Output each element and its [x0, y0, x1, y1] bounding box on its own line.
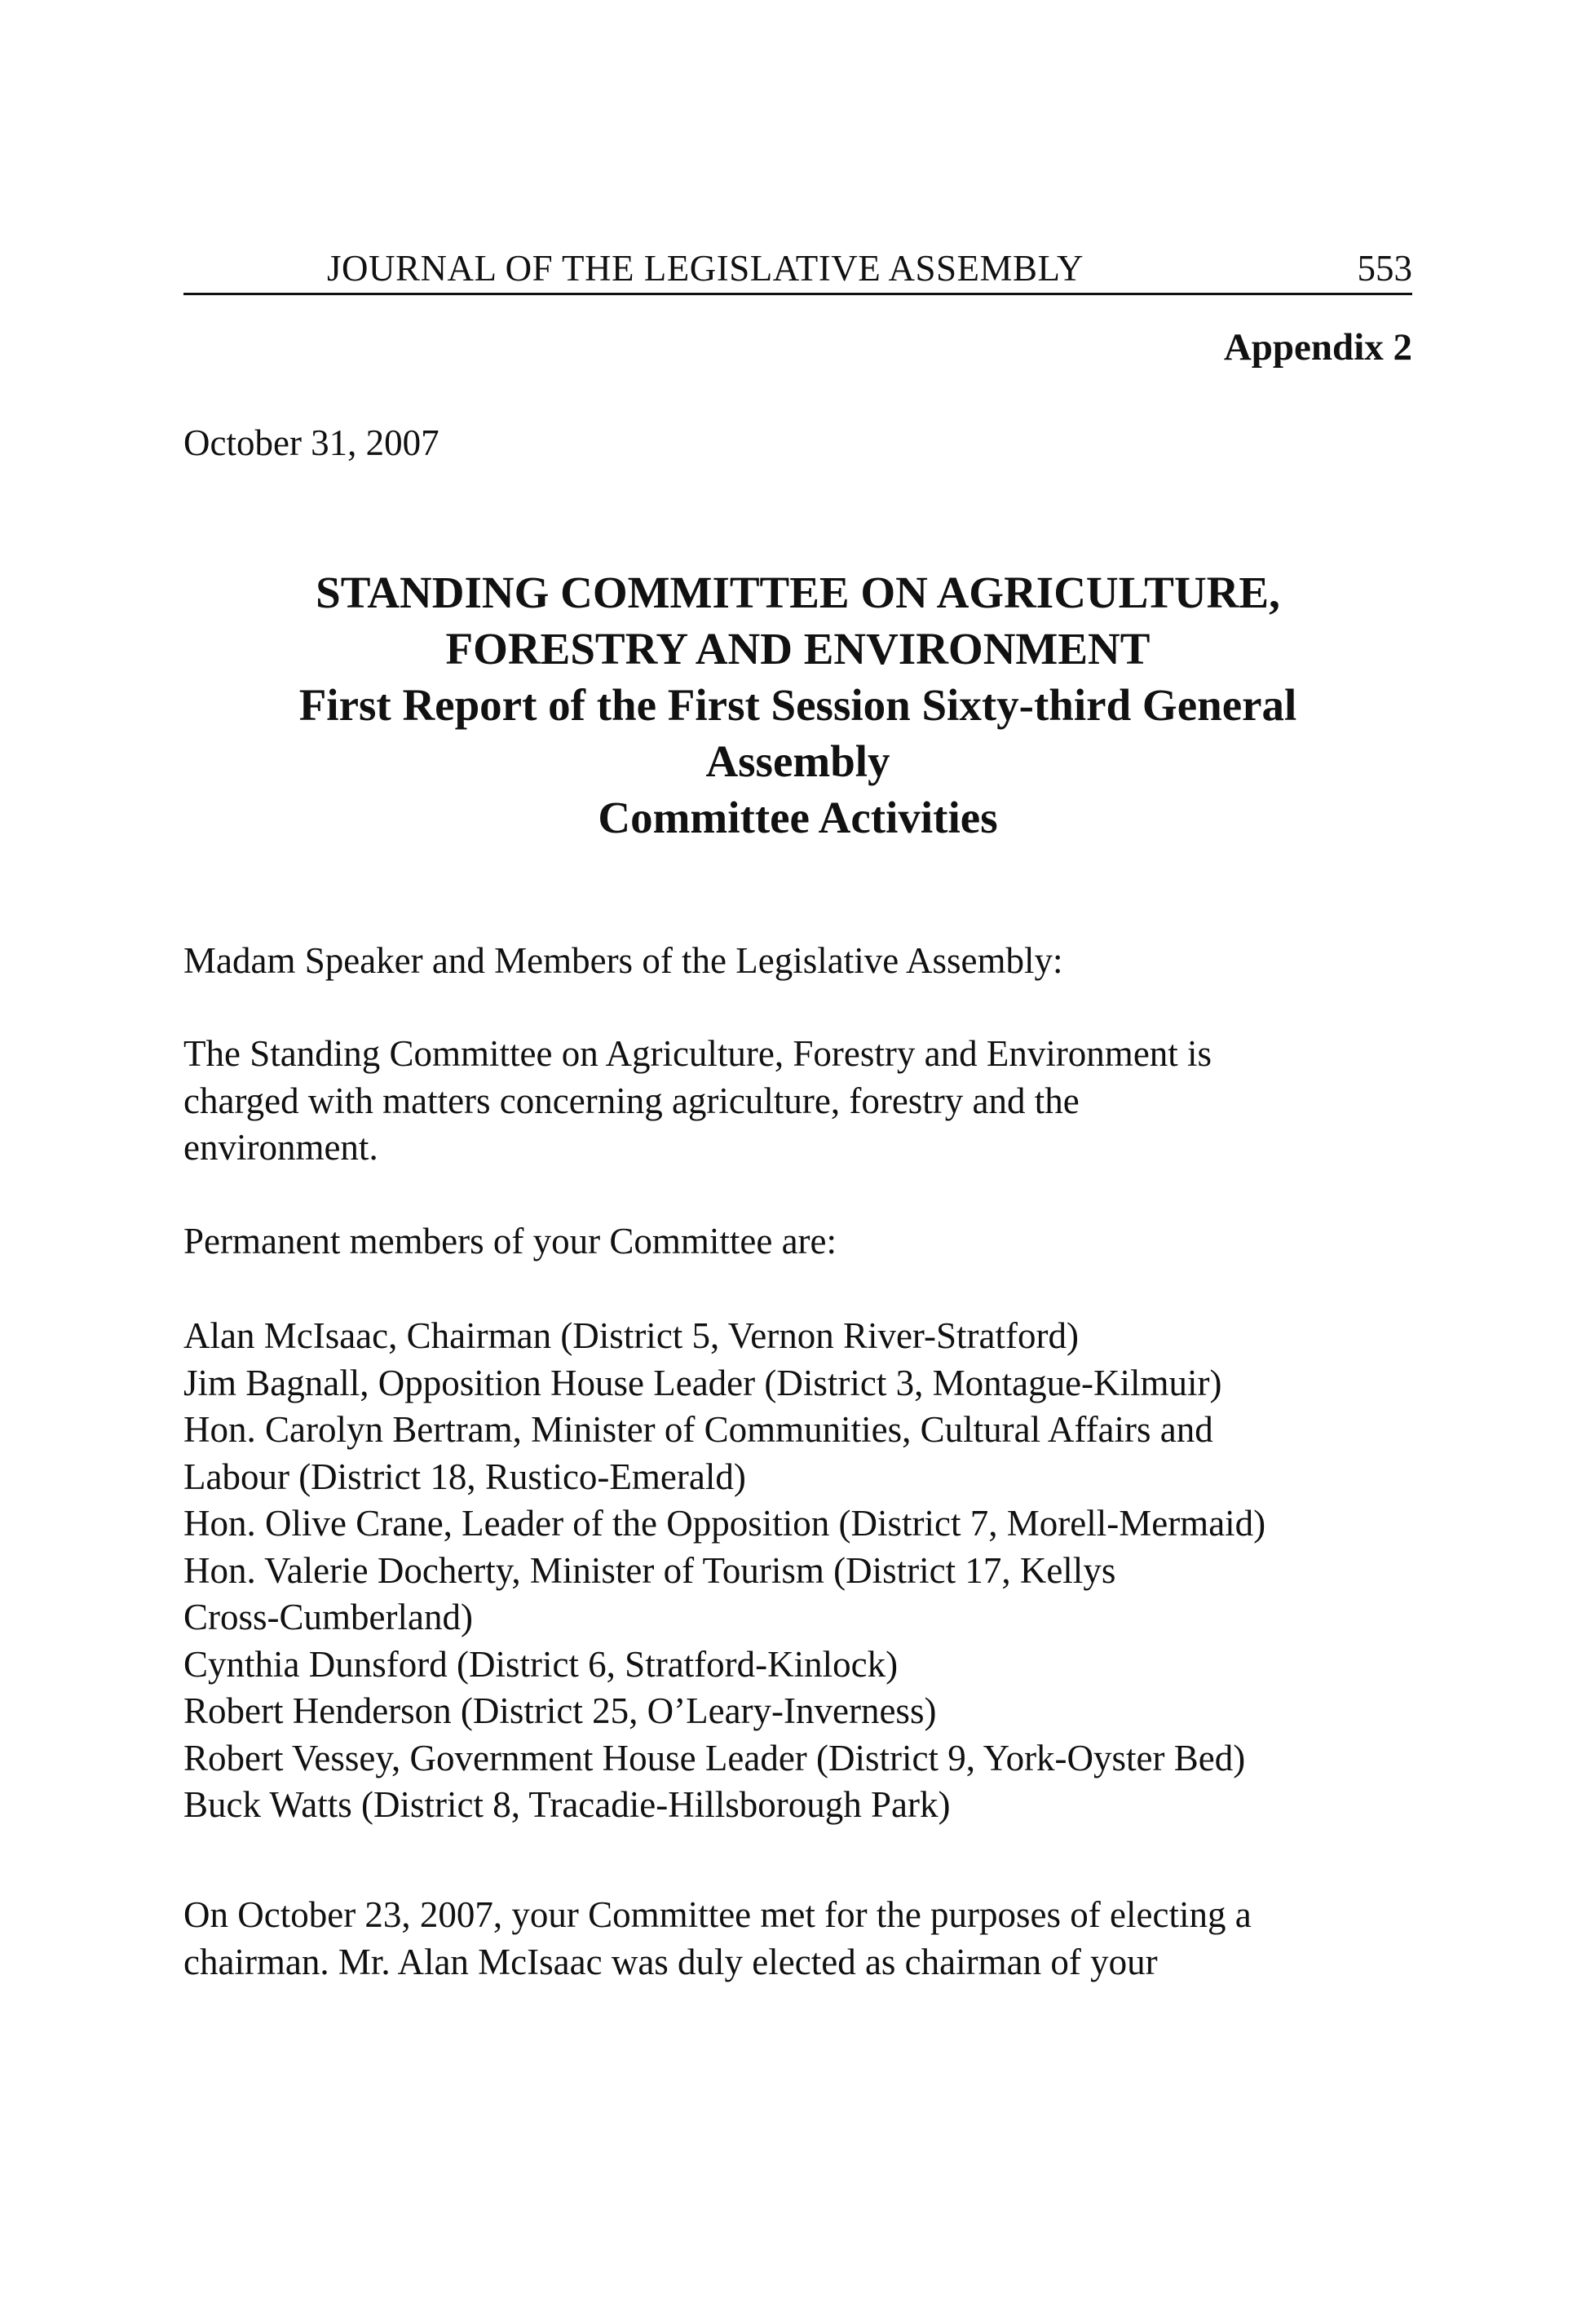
- member-line: Hon. Olive Crane, Leader of the Opposition (District 7, Morell-Mermaid): [183, 1503, 1266, 1544]
- running-title: JOURNAL OF THE LEGISLATIVE ASSEMBLY: [326, 248, 1084, 289]
- title-line: Assembly: [705, 736, 890, 786]
- text-line: Madam Speaker and Members of the Legislative Assembly:: [183, 940, 1063, 981]
- text-line: Permanent members of your Committee are:: [183, 1221, 837, 1261]
- report-title: [183, 564, 1412, 846]
- text-line: environment.: [183, 1127, 378, 1168]
- title-line: Committee Activities: [598, 793, 998, 842]
- members-list: [183, 1313, 1431, 1829]
- member-line: Robert Henderson (District 25, O’Leary-Inverness): [183, 1690, 937, 1731]
- page-number: 553: [1357, 248, 1412, 289]
- member-line: Jim Bagnall, Opposition House Leader (District 3, Montague-Kilmuir): [183, 1362, 1222, 1403]
- mandate-paragraph: [183, 1031, 1431, 1172]
- member-line: Robert Vessey, Government House Leader (District 9, York-Oyster Bed): [183, 1737, 1246, 1778]
- member-line: Labour (District 18, Rustico-Emerald): [183, 1456, 746, 1497]
- text-line: The Standing Committee on Agriculture, Forestry and Environment is: [183, 1033, 1212, 1074]
- salutation-paragraph: [183, 938, 1431, 985]
- report-date: October 31, 2007: [183, 422, 439, 463]
- text-line: chairman. Mr. Alan McIsaac was duly elected as chairman of your: [183, 1941, 1158, 1982]
- members-intro-paragraph: [183, 1218, 1431, 1266]
- text-line: On October 23, 2007, your Committee met for the purposes of electing a: [183, 1894, 1252, 1935]
- text-line: charged with matters concerning agriculture, forestry and the: [183, 1080, 1080, 1121]
- member-line: Cynthia Dunsford (District 6, Stratford-Kinlock): [183, 1643, 899, 1685]
- title-line: First Report of the First Session Sixty-third General: [298, 680, 1297, 730]
- title-line: FORESTRY AND ENVIRONMENT: [445, 624, 1151, 674]
- member-line: Alan McIsaac, Chairman (District 5, Vernon River-Stratford): [183, 1315, 1079, 1356]
- running-header: [183, 243, 1412, 295]
- member-line: Hon. Carolyn Bertram, Minister of Communities, Cultural Affairs and: [183, 1409, 1213, 1450]
- member-line: Cross-Cumberland): [183, 1597, 473, 1637]
- appendix-label: Appendix 2: [1223, 326, 1412, 369]
- member-line: Hon. Valerie Docherty, Minister of Tourism (District 17, Kellys: [183, 1549, 1116, 1591]
- title-line: STANDING COMMITTEE ON AGRICULTURE,: [316, 568, 1280, 617]
- member-line: Buck Watts (District 8, Tracadie-Hillsborough Park): [183, 1784, 951, 1825]
- meeting-paragraph: [183, 1892, 1431, 1986]
